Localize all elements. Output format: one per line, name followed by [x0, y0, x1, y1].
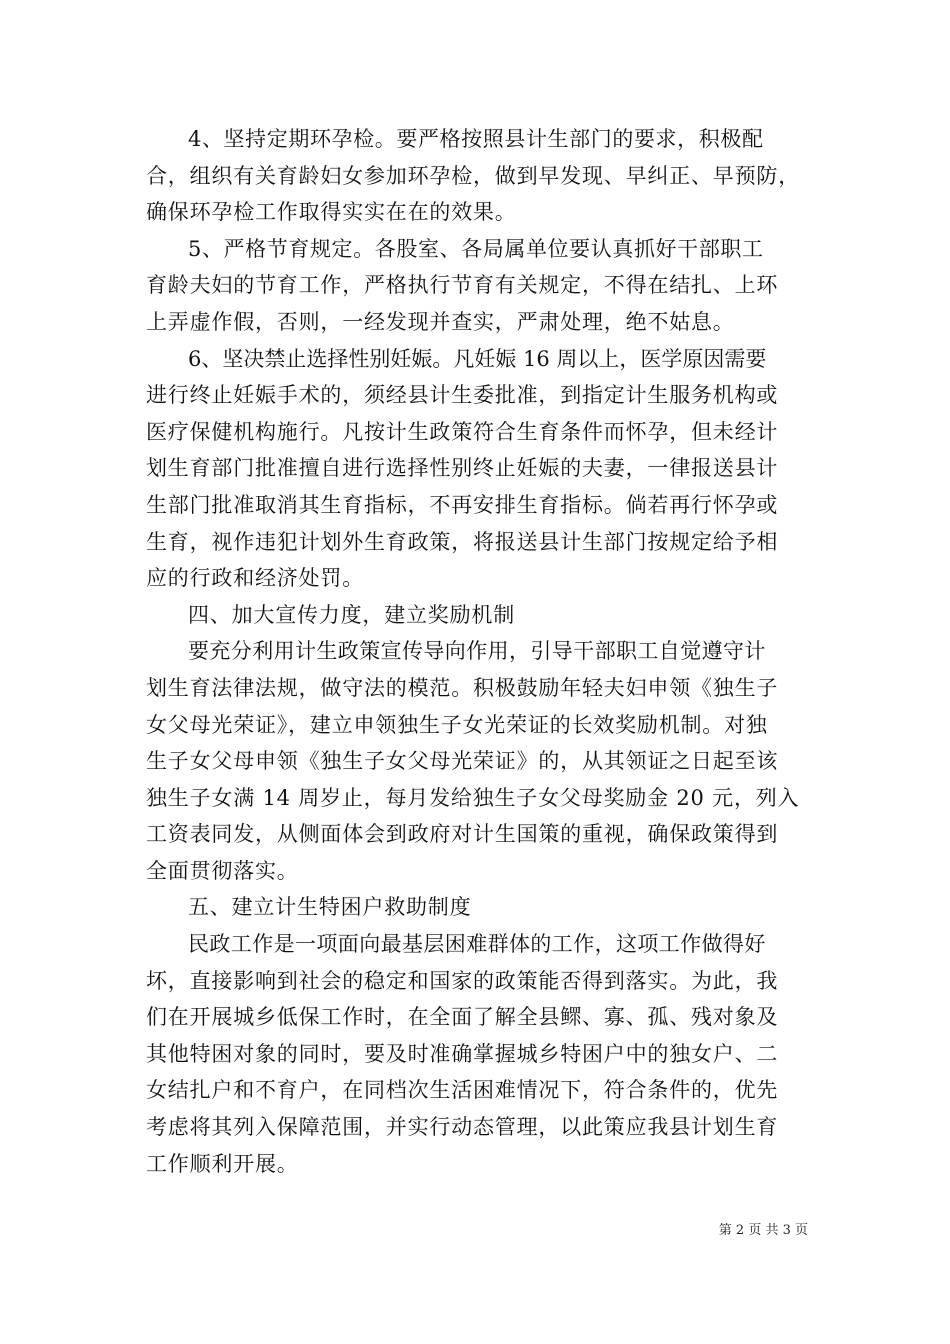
section-heading-four	[146, 597, 808, 634]
text-line: 四、加大宣传力度，建立奖励机制	[188, 602, 515, 627]
text-line: 考虑将其列入保障范围，并实行动态管理，以此策应我县计划生育	[146, 1115, 779, 1140]
text-line: 坏，直接影响到社会的稳定和国家的政策能否得到落实。为此，我	[146, 968, 779, 993]
page-number-footer: 第 2 页 共 3 页	[718, 1223, 808, 1238]
document-body	[146, 121, 808, 1182]
text-line: 生育，视作违犯计划外生育政策，将报送县计生部门按规定给予相	[146, 529, 779, 554]
text-line: 应的行政和经济处罚。	[146, 566, 364, 591]
text-line: 独生子女满 14 周岁止，每月发给独生子女父母奖励金 20 元，列入	[146, 785, 800, 810]
text-line: 五、建立计生特困户救助制度	[188, 895, 472, 920]
text-line: 6、坚决禁止选择性别妊娠。凡妊娠 16 周以上，医学原因需要	[188, 346, 767, 371]
paragraph-3	[146, 341, 808, 597]
text-line: 其他特困对象的同时，要及时准确掌握城乡特困户中的独女户、二	[146, 1041, 779, 1066]
text-line: 工资表同发，从侧面体会到政府对计生国策的重视，确保政策得到	[146, 822, 779, 847]
text-line: 女结扎户和不育户，在同档次生活困难情况下，符合条件的，优先	[146, 1078, 779, 1103]
paragraph-5	[146, 633, 808, 889]
text-line: 生子女父母申领《独生子女父母光荣证》的，从其领证之日起至该	[146, 749, 779, 774]
text-line: 育龄夫妇的节育工作，严格执行节育有关规定，不得在结扎、上环	[146, 273, 779, 298]
text-line: 5、严格节育规定。各股室、各局属单位要认真抓好干部职工	[188, 236, 764, 261]
text-line: 合，组织有关育龄妇女参加环孕检，做到早发现、早纠正、早预防，	[146, 163, 800, 188]
text-line: 要充分利用计生政策宣传导向作用，引导干部职工自觉遵守计	[188, 639, 766, 664]
text-line: 民政工作是一项面向最基层困难群体的工作，这项工作做得好	[188, 932, 766, 957]
text-line: 医疗保健机构施行。凡按计生政策符合生育条件而怀孕，但未经计	[146, 419, 779, 444]
paragraph-2	[146, 231, 808, 341]
text-line: 全面贯彻落实。	[146, 858, 299, 883]
text-line: 们在开展城乡低保工作时，在全面了解全县鳏、寡、孤、残对象及	[146, 1005, 779, 1030]
paragraph-1	[146, 121, 808, 231]
text-line: 女父母光荣证》，建立申领独生子女光荣证的长效奖励机制。对独	[146, 712, 768, 737]
text-line: 进行终止妊娠手术的，须经县计生委批准，到指定计生服务机构或	[146, 383, 779, 408]
paragraph-7	[146, 926, 808, 1182]
text-line: 上弄虚作假，否则，一经发现并查实，严肃处理，绝不姑息。	[146, 309, 735, 334]
text-line: 4、坚持定期环孕检。要严格按照县计生部门的要求，积极配	[188, 127, 764, 151]
text-line: 确保环孕检工作取得实实在在的效果。	[146, 200, 517, 225]
text-line: 划生育部门批准擅自进行选择性别终止妊娠的夫妻，一律报送县计	[146, 456, 779, 481]
text-line: 划生育法律法规，做守法的模范。积极鼓励年轻夫妇申领《独生子	[146, 675, 779, 700]
text-line: 生部门批准取消其生育指标，不再安排生育指标。倘若再行怀孕或	[146, 492, 779, 517]
section-heading-five	[146, 889, 808, 926]
text-line: 工作顺利开展。	[146, 1151, 299, 1176]
